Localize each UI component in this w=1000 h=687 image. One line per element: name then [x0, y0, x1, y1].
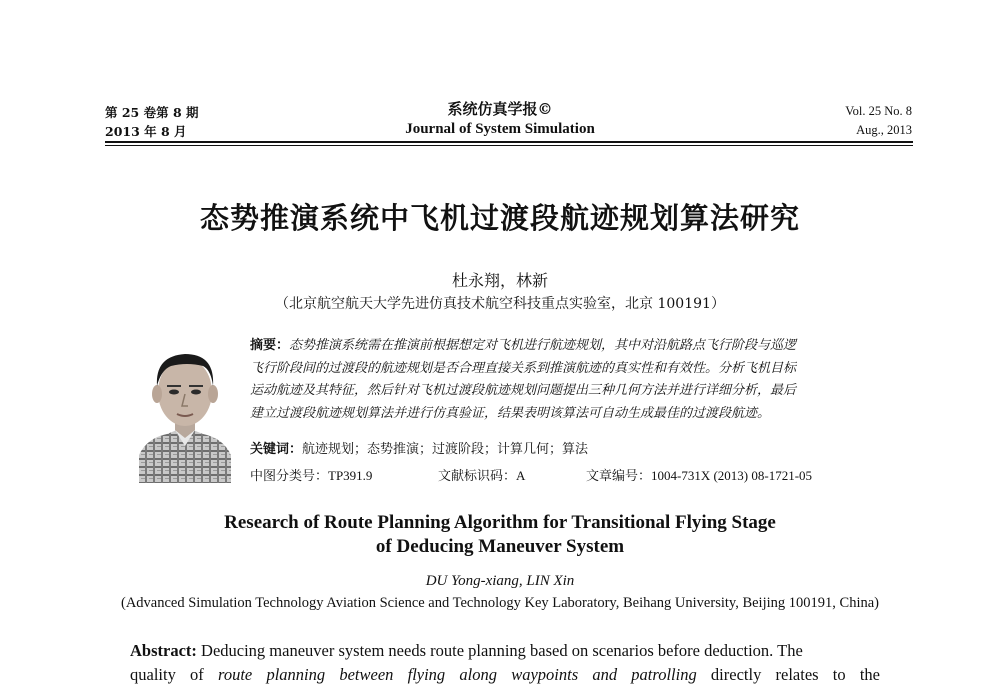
abstract-cn-line: 态势推演系统需在推演前根据想定对飞机进行航迹规划，其中对沿航路点飞行阶段与巡逻 [289, 338, 797, 353]
paper-title-en [0, 511, 1000, 559]
header-date-cn: 2013 年 8 月 [105, 124, 187, 139]
article-number [586, 465, 812, 484]
abstract-en-line1: Deducing maneuver system needs route planning based on scenarios before deduction. The [196, 641, 803, 660]
authors-cn: 杜永翔，林新 [451, 271, 548, 290]
doc-code [438, 465, 525, 484]
author-photo [137, 330, 233, 483]
affiliation-cn: （北京航空航天大学先进仿真技术航空科技重点实验室，北京 100191） [275, 296, 725, 312]
abstract-en-label: Abstract: [130, 641, 197, 660]
article-no-value: 1004-731X (2013) 08-1721-05 [651, 468, 813, 483]
keywords-cn [250, 438, 588, 457]
header-rule-thin [105, 145, 913, 146]
doc-code-value: A [516, 468, 526, 483]
abstract-en-line2-italic: route planning between flying along waypoints and patrolling [218, 665, 697, 684]
affiliation-en: (Advanced Simulation Technology Aviation Science and Technology Key Laboratory, Beihang University, Beijing 100191, China) [121, 595, 879, 611]
authors-en: DU Yong-xiang, LIN Xin [425, 573, 575, 589]
keywords-label: 关键词： [250, 442, 303, 457]
abstract-cn-label: 摘要： [250, 338, 290, 353]
abstract-cn [250, 335, 890, 425]
abstract-cn-line: 飞行阶段间的过渡段的航迹规划是否合理直接关系到推演航迹的真实性和有效性。分析飞机目标 [250, 360, 797, 376]
paper-title-cn: 态势推演系统中飞机过渡段航迹规划算法研究 [199, 201, 800, 235]
abstract-en-line2-b: directly relates to the [696, 665, 881, 684]
abstract-en [130, 639, 880, 687]
keywords-value: 航迹规划；态势推演；过渡阶段；计算几何；算法 [302, 442, 589, 457]
clc-label: 中图分类号： [250, 468, 329, 483]
abstract-cn-line: 建立过渡段航迹规划算法并进行仿真验证，结果表明该算法可自动生成最佳的过渡段航迹。 [250, 405, 771, 421]
journal-title-cn: 系统仿真学报© [447, 100, 553, 118]
clc-value: TP391.9 [328, 468, 373, 483]
paper-title-en-line1: Research of Route Planning Algorithm for Transitional Flying Stage [224, 512, 776, 533]
paper-title-en-line2: of Deducing Maneuver System [375, 536, 625, 557]
doc-code-label: 文献标识码： [438, 468, 517, 483]
clc-number [250, 465, 372, 484]
header-date-en: Aug., 2013 [856, 123, 912, 137]
journal-title-en: Journal of System Simulation [405, 121, 595, 137]
header-rule-thick [105, 141, 913, 143]
article-no-label: 文章编号： [586, 468, 652, 483]
abstract-en-line2-a: quality of [130, 665, 219, 684]
header-volume-en: Vol. 25 No. 8 [845, 104, 912, 118]
header-volume-cn: 第 25 卷第 8 期 [105, 105, 199, 120]
abstract-cn-line: 运动航迹及其特征，然后针对飞机过渡段航迹规划问题提出三种几何方法并进行详细分析，最后 [250, 383, 797, 398]
